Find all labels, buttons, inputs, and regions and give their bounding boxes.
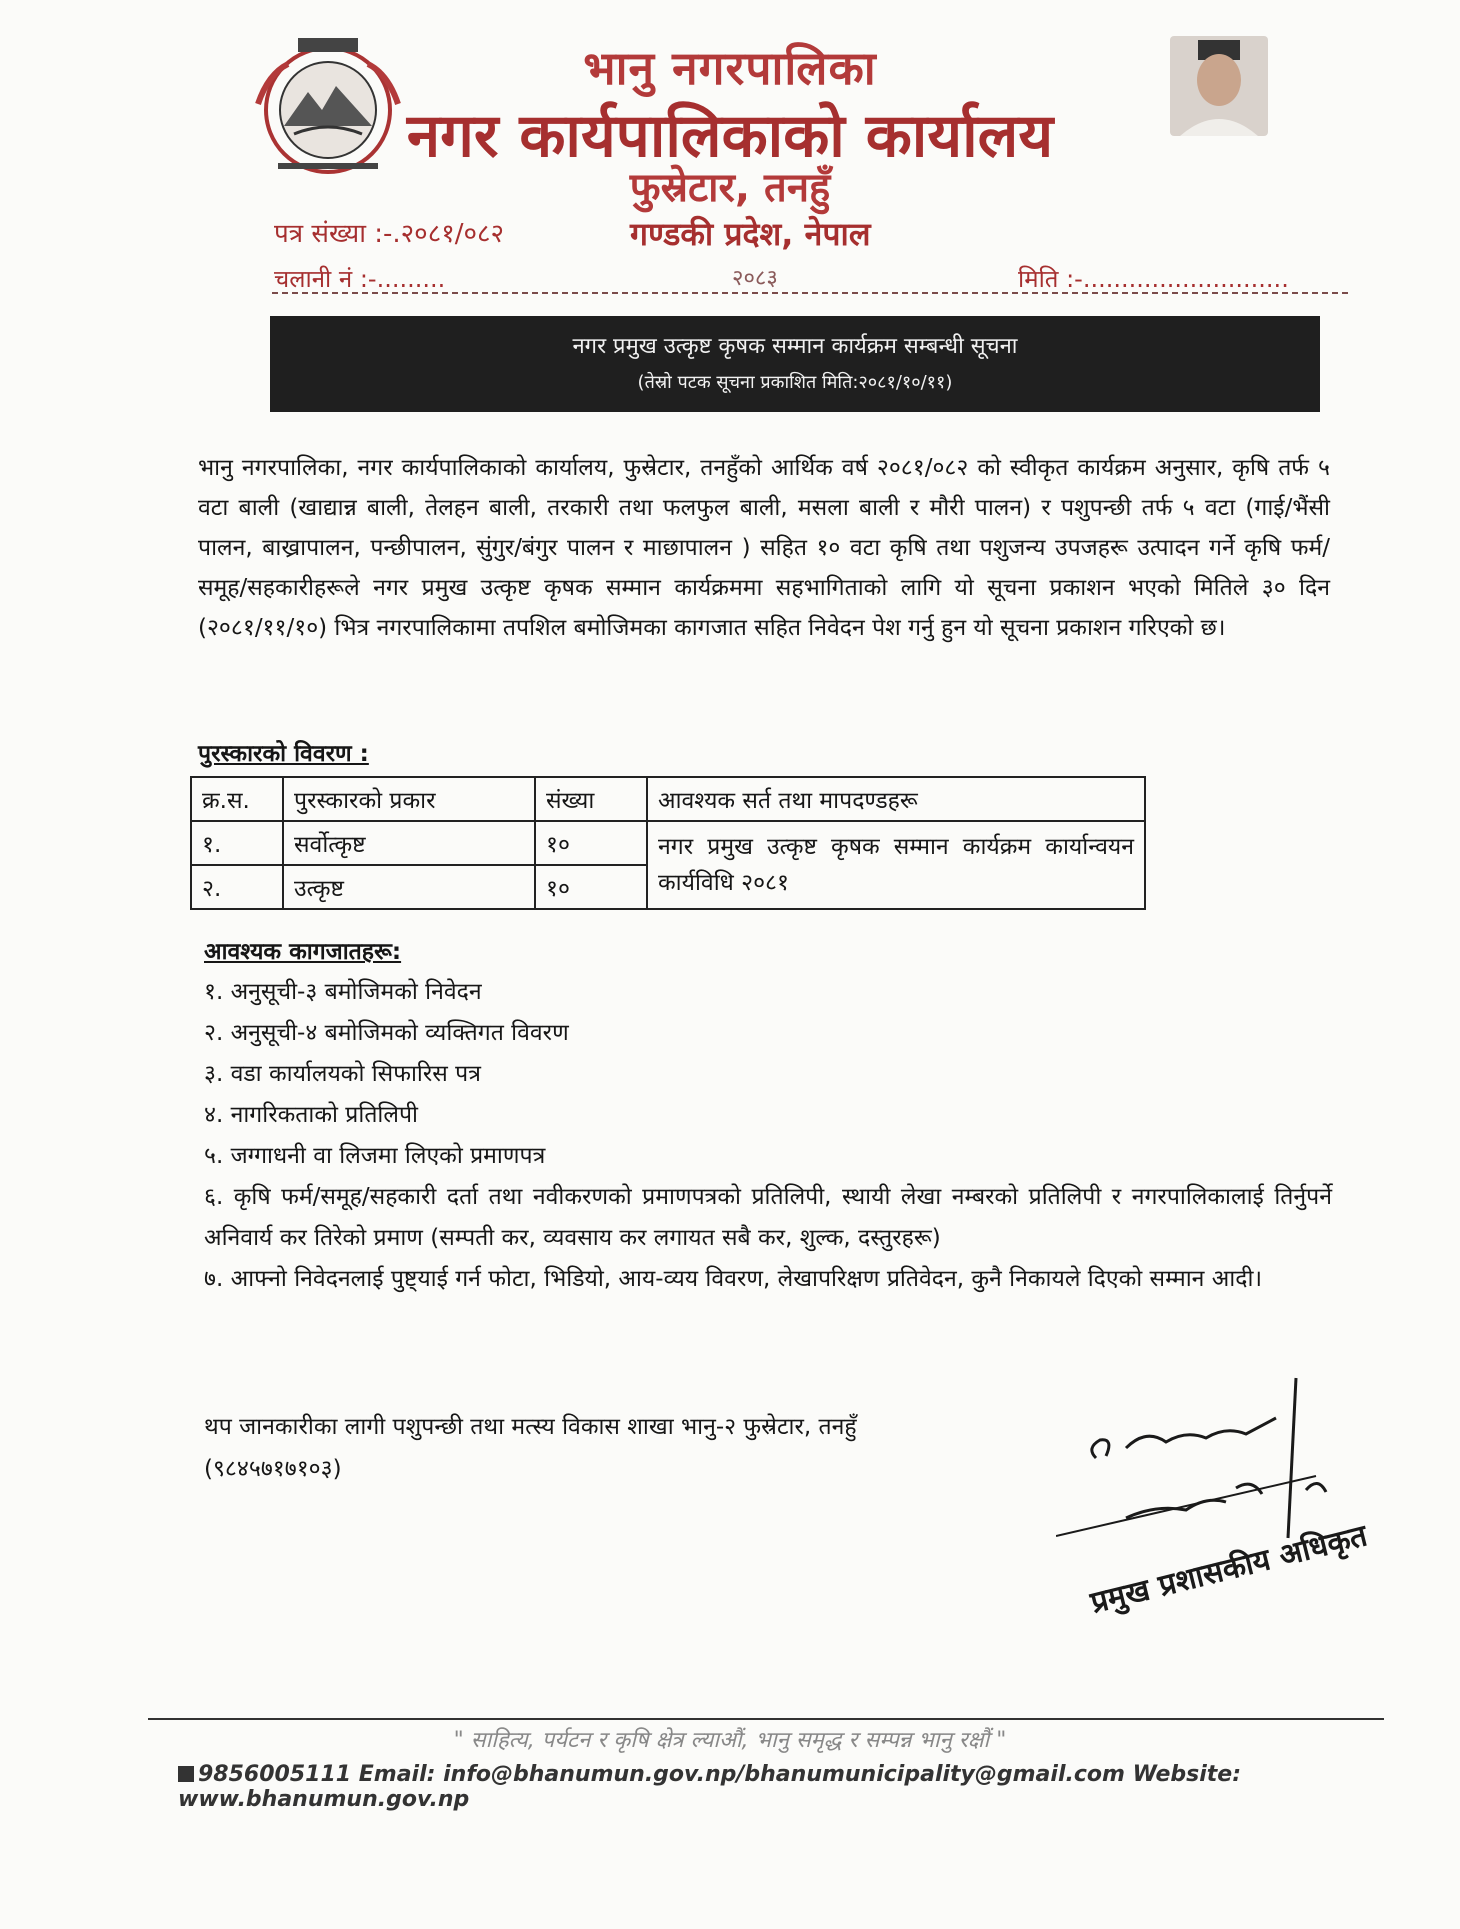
row-count: १० <box>535 821 647 865</box>
notice-banner <box>270 316 1320 412</box>
province: गण्डकी प्रदेश, नेपाल <box>630 215 871 253</box>
footer-email[interactable]: info@bhanumun.gov.np/bhanumunicipality@gmail.com <box>443 1762 1125 1787</box>
contact-phone: (९८४५७१७१०३) <box>204 1456 342 1482</box>
contact-info <box>204 1406 1024 1490</box>
col-sn: क्र.स. <box>191 777 283 821</box>
footer-phone: 9856005111 <box>198 1762 352 1787</box>
awards-table <box>190 776 1146 910</box>
footer-website-label: Website: <box>1132 1762 1241 1787</box>
criteria-cell: नगर प्रमुख उत्कृष्ट कृषक सम्मान कार्यक्रम कार्यान्वयन कार्यविधि २०८१ <box>647 821 1145 909</box>
documents-heading: आवश्यक कागजातहरू: <box>204 939 402 965</box>
row-count: १० <box>535 865 647 909</box>
table-row <box>191 821 1145 865</box>
col-type: पुरस्कारको प्रकार <box>283 777 535 821</box>
footer-slogan: " साहित्य, पर्यटन र कृषि क्षेत्र ल्याऔं, भानु समृद्ध र सम्पन्न भानु रक्षौं " <box>453 1728 1007 1753</box>
office-location: फुस्रेटार, तनहुँ <box>629 165 831 211</box>
footer-website[interactable]: www.bhanumun.gov.np <box>178 1787 470 1812</box>
footer-contact <box>178 1762 1460 1812</box>
awards-heading: पुरस्कारको विवरण : <box>198 741 369 767</box>
col-criteria: आवश्यक सर्त तथा मापदण्डहरू <box>647 777 1145 821</box>
notice-body: भानु नगरपालिका, नगर कार्यपालिकाको कार्यालय, फुस्रेटार, तनहुँको आर्थिक वर्ष २०८१/०८२ को स्वीकृत कार्यक्रम अनुसार, कृषि तर्फ ५ वटा बाली (खाद्यान्न बाली, तेलहन बाली, तरकारी तथा फलफुल बाली, मसला बाली र मौरी पालन) र पशुपन्छी तर्फ ५ वटा (गाई/भैंसी पालन, बाख्रापालन, पन्छीपालन, सुंगुर/बंगुर पालन र माछापालन ) सहित १० वटा कृषि तथा पशुजन्य उपजहरू उत्पादन गर्ने कृषि फर्म/समूह/सहकारीहरूले नगर प्रमुख उत्कृष्ट कृषक सम्मान कार्यक्रममा सहभागिताको लागि यो सूचना प्रकाशन भएको मितिले ३० दिन (२०८१/११/१०) भित्र नगरपालिकामा तपशिल बमोजिमका कागजात सहित निवेदन पेश गर्नु हुन यो सूचना प्रकाशन गरिएको छ। <box>198 455 1330 641</box>
list-item: ४. नागरिकताको प्रतिलिपी <box>204 1102 419 1128</box>
list-item: ७. आफ्नो निवेदनलाई पुष्ट्याई गर्न फोटा, भिडियो, आय-व्यय विवरण, लेखापरिक्षण प्रतिवेदन, कुनै निकायले दिएको सम्मान आदी। <box>204 1266 1263 1292</box>
footer-divider <box>148 1718 1384 1720</box>
dispatch-number: चलानी नं :-......... <box>274 265 446 293</box>
footer-email-label: Email: <box>358 1762 436 1787</box>
date-field: मिति :-........................... <box>1018 265 1289 293</box>
list-item: २. अनुसूची-४ बमोजिमको व्यक्तिगत विवरण <box>204 1020 569 1046</box>
notice-subtitle: (तेस्रो पटक सूचना प्रकाशित मिति:२०८१/१०/११) <box>637 372 953 393</box>
row-sn: २. <box>191 865 283 909</box>
office-name: नगर कार्यपालिकाको कार्यालय <box>406 101 1054 171</box>
list-item: ६. कृषि फर्म/समूह/सहकारी दर्ता तथा नवीकरणको प्रमाणपत्रको प्रतिलिपी, स्थायी लेखा नम्बरको प्रतिलिपी र नगरपालिकालाई तिर्नुपर्ने अनिवार्य कर तिरेको प्रमाण (सम्पती कर, व्यवसाय कर लगायत सबै कर, शुल्क, दस्तुरहरू) <box>204 1184 1332 1251</box>
list-item: ५. जग्गाधनी वा लिजमा लिएको प्रमाणपत्र <box>204 1143 546 1169</box>
col-count: संख्या <box>535 777 647 821</box>
letter-ref-number: पत्र संख्या :-.२०८१/०८२ <box>274 219 505 249</box>
table-header-row <box>191 777 1145 821</box>
header-divider <box>272 292 1348 294</box>
row-type: उत्कृष्ट <box>283 865 535 909</box>
row-sn: १. <box>191 821 283 865</box>
ward-stamp: २०८३ <box>732 266 778 291</box>
list-item: ३. वडा कार्यालयको सिफारिस पत्र <box>204 1061 481 1087</box>
phone-icon <box>178 1766 194 1782</box>
documents-list <box>204 972 1332 1300</box>
signatory-title: प्रमुख प्रशासकीय अधिकृत <box>1087 1518 1371 1621</box>
contact-line: थप जानकारीका लागी पशुपन्छी तथा मत्स्य विकास शाखा भानु-२ फुस्रेटार, तनहुँ <box>204 1414 857 1440</box>
row-type: सर्वोत्कृष्ट <box>283 821 535 865</box>
list-item: १. अनुसूची-३ बमोजिमको निवेदन <box>204 979 482 1005</box>
org-name: भानु नगरपालिका <box>583 41 877 95</box>
notice-title: नगर प्रमुख उत्कृष्ट कृषक सम्मान कार्यक्रम सम्बन्धी सूचना <box>572 334 1018 359</box>
